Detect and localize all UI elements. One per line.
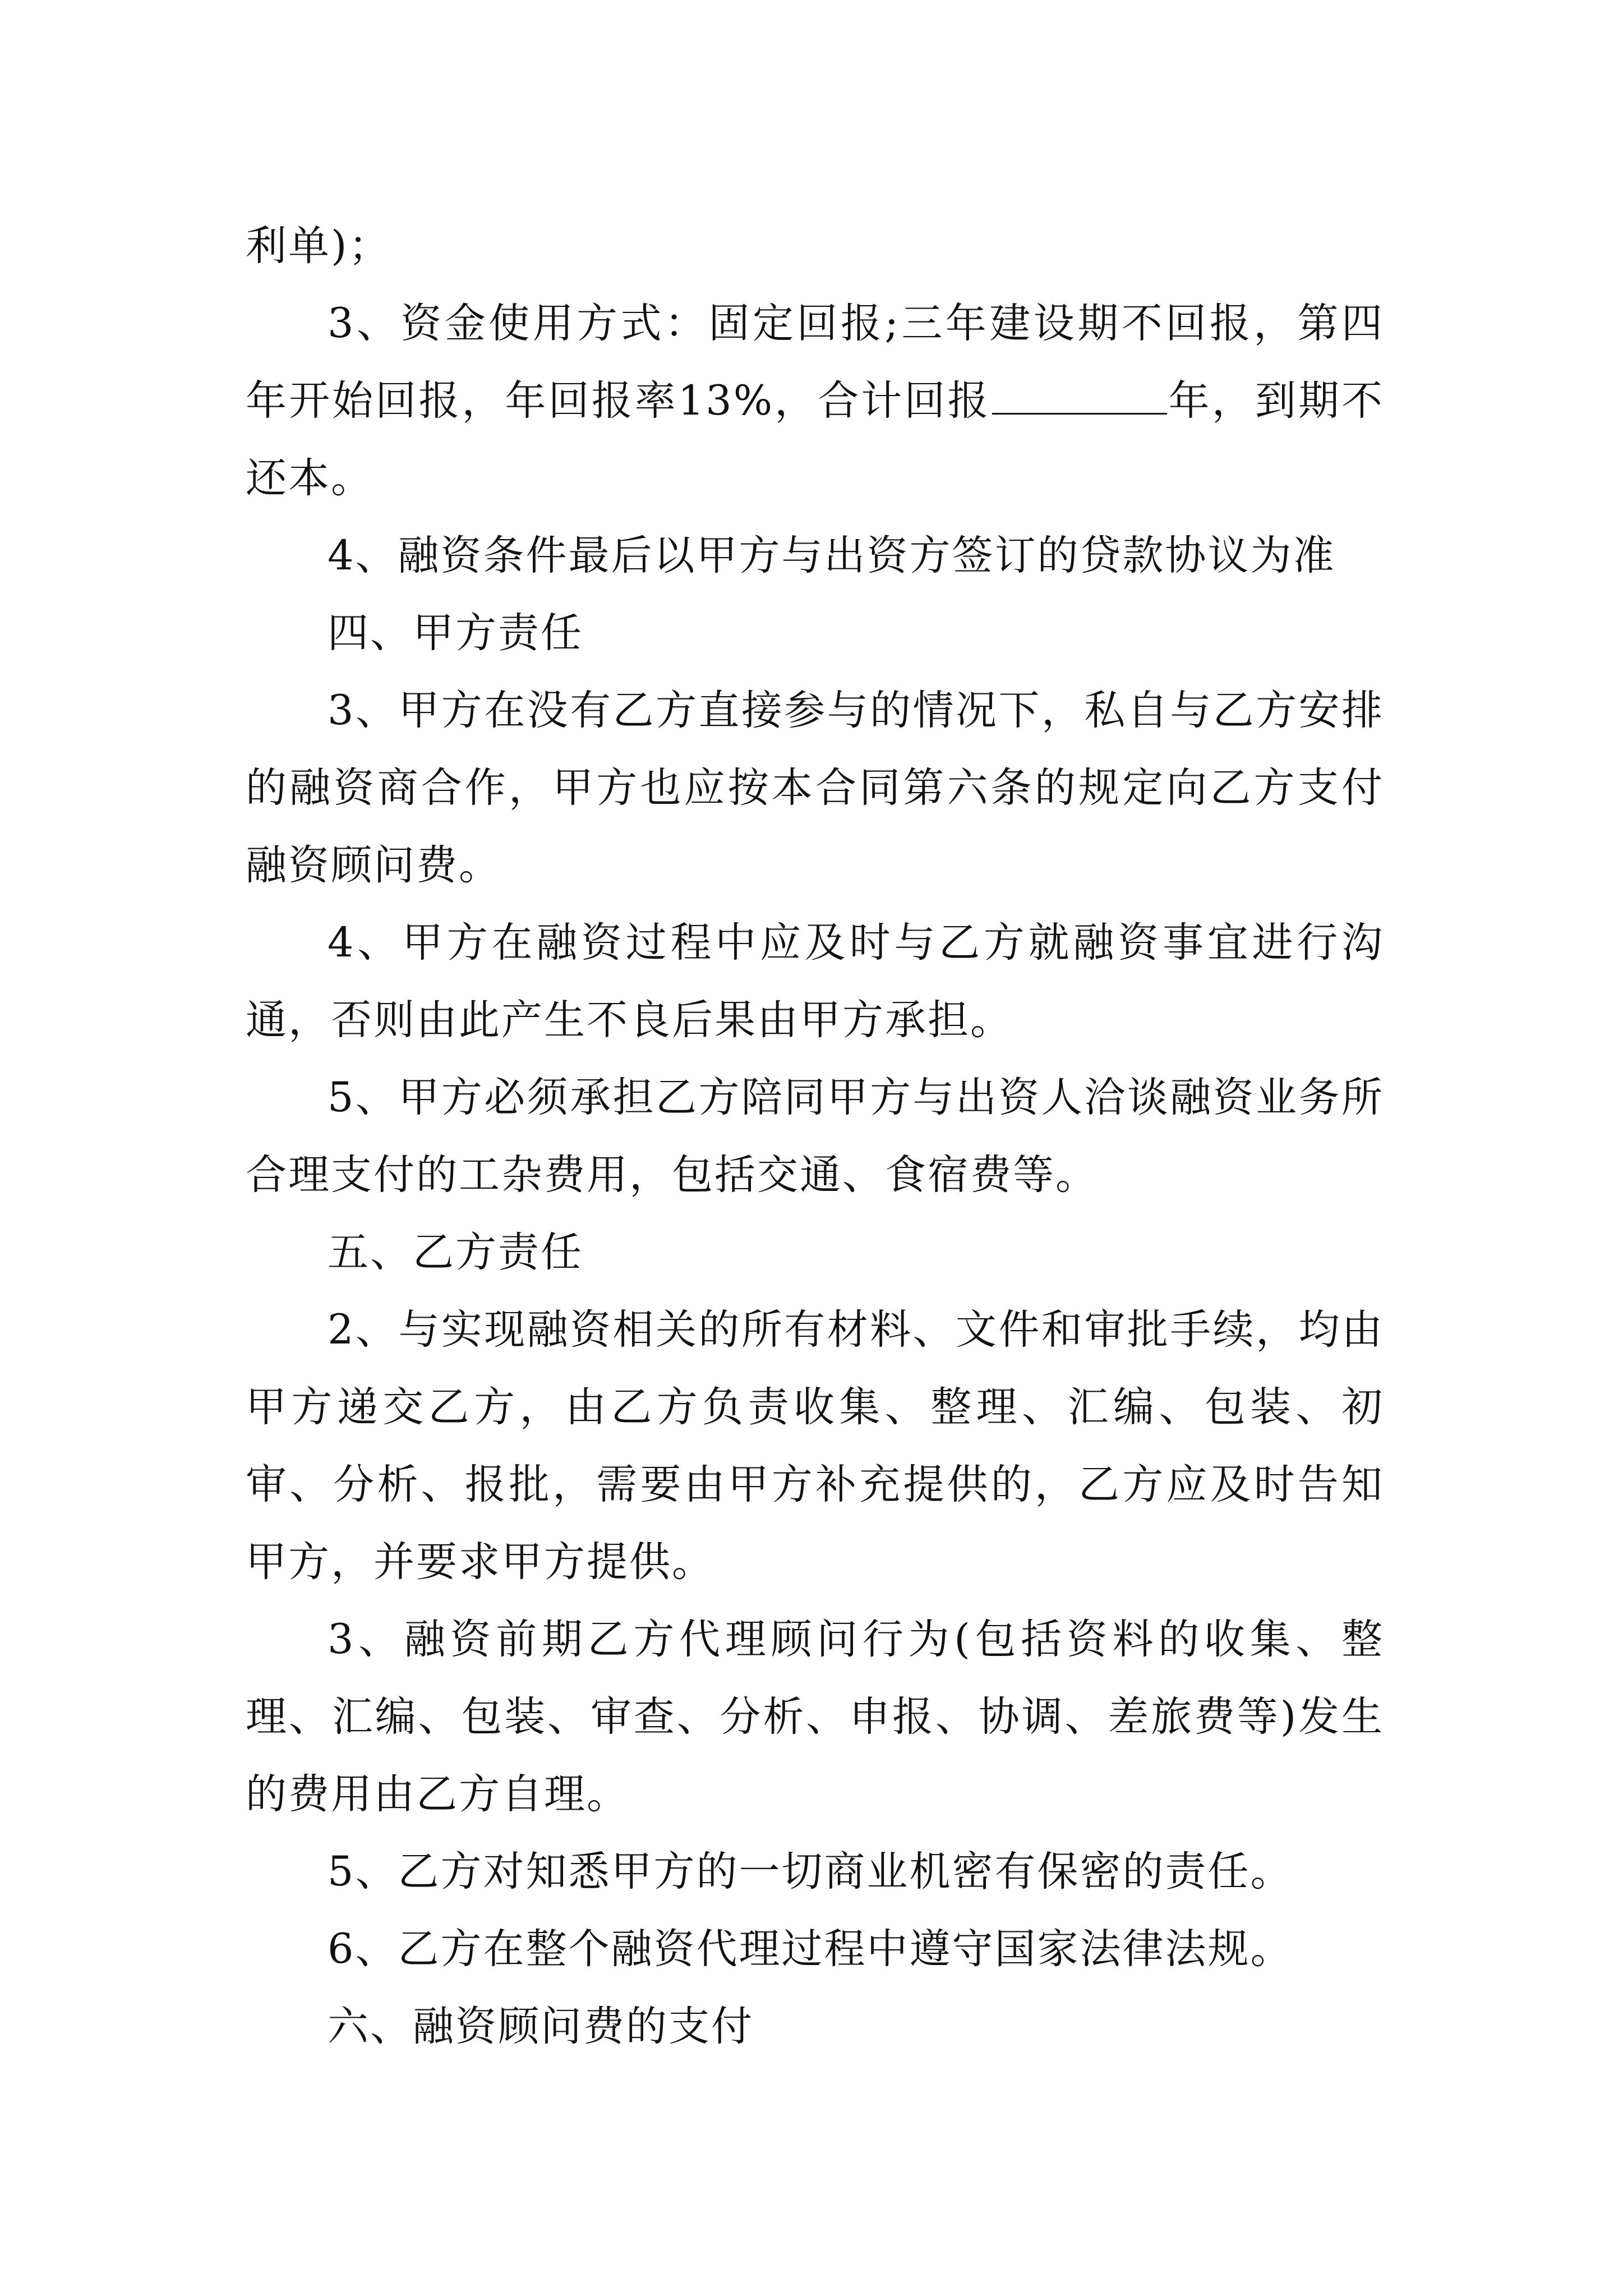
clause-party-a-5: 5、甲方必须承担乙方陪同甲方与出资人洽谈融资业务所合理支付的工杂费用，包括交通、食宿费等。 (246, 1074, 1384, 1199)
fill-in-blank (992, 379, 1167, 415)
clause-fund-usage-text-before: 3、资金使用方式：固定回报;三年建设期不回报，第四年开始回报，年回报率13%，合计回报 (246, 300, 1384, 425)
clause-party-a-4: 4、甲方在融资过程中应及时与乙方就融资事宜进行沟通，否则由此产生不良后果由甲方承担。 (246, 919, 1384, 1044)
clause-party-b-5: 5、乙方对知悉甲方的一切商业机密有保密的责任。 (328, 1848, 1293, 1895)
clause-party-a-3: 3、甲方在没有乙方直接参与的情况下，私自与乙方安排的融资商合作，甲方也应按本合同第六条的规定向乙方支付融资顾问费。 (246, 687, 1384, 889)
clause-party-b-2: 2、与实现融资相关的所有材料、文件和审批手续，均由甲方递交乙方，由乙方负责收集、整理、汇编、包装、初审、分析、报批，需要由甲方补充提供的，乙方应及时告知甲方，并要求甲方提供。 (246, 1306, 1384, 1586)
clause-party-b-6: 6、乙方在整个融资代理过程中遵守国家法律法规。 (328, 1925, 1293, 1973)
section-heading-fee-payment: 六、融资顾问费的支付 (328, 2003, 754, 2050)
paragraph-continuation: 利单)； (246, 222, 391, 270)
section-heading-party-a: 四、甲方责任 (328, 609, 583, 657)
clause-fund-usage-text-after: 年，到期不还本。 (246, 377, 1384, 502)
document-body (246, 208, 1384, 2065)
clause-financing-conditions: 4、融资条件最后以甲方与出资方签订的贷款协议为准 (328, 532, 1336, 579)
clause-party-b-3: 3、融资前期乙方代理顾问行为(包括资料的收集、整理、汇编、包装、审查、分析、申报、协调、差旅费等)发生的费用由乙方自理。 (246, 1616, 1384, 1818)
section-heading-party-b: 五、乙方责任 (328, 1228, 583, 1276)
clause-fund-usage (246, 285, 1384, 517)
